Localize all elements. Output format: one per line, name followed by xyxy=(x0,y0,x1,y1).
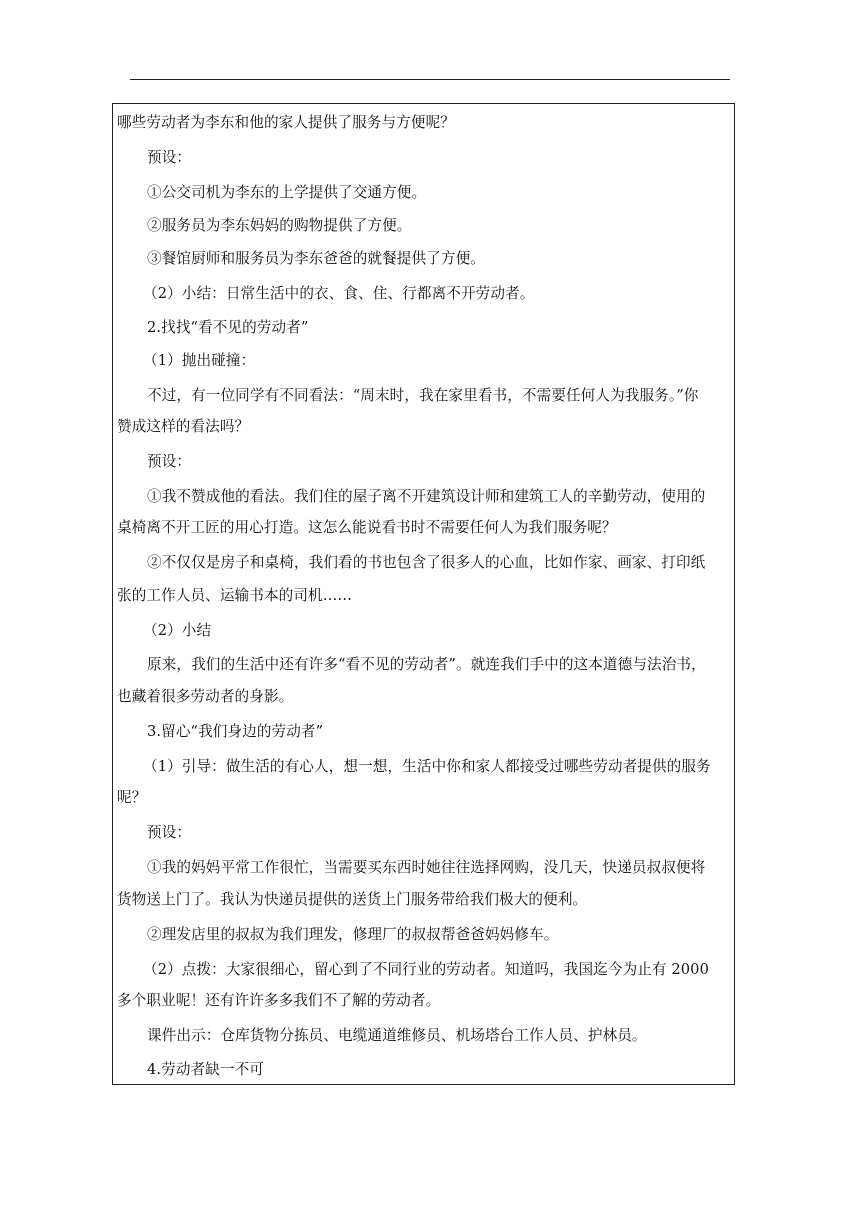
text-line: ①公交司机为李东的上学提供了交通方便。 xyxy=(147,184,427,201)
text-line: （1）抛出碰撞： xyxy=(143,352,256,369)
text-line: 4.劳动者缺一不可 xyxy=(147,1061,264,1078)
text-line: 哪些劳动者为李东和他的家人提供了服务与方便呢？ xyxy=(117,114,455,131)
text-line: 桌椅离不开工匠的用心打造。这怎么能说看书时不需要任何人为我们服务呢？ xyxy=(117,519,617,536)
text-line: 呢？ xyxy=(117,789,147,806)
text-line: ②不仅仅是房子和桌椅，我们看的书也包含了很多人的心血，比如作家、画家、打印纸 xyxy=(147,554,706,571)
text-line: （1）引导：做生活的有心人，想一想，生活中你和家人都接受过哪些劳动者提供的服务 xyxy=(143,758,711,775)
text-line: 张的工作人员、运输书本的司机…… xyxy=(117,587,353,604)
text-line: 不过，有一位同学有不同看法：“周末时，我在家里看书，不需要任何人为我服务。”你 xyxy=(147,387,699,404)
text-line: 也藏着很多劳动者的身影。 xyxy=(117,688,294,705)
text-line: 货物送上门了。我认为快递员提供的送货上门服务带给我们极大的便利。 xyxy=(117,891,588,908)
text-line: 预设： xyxy=(147,149,192,166)
text-line: ①我不赞成他的看法。我们住的屋子离不开建筑设计师和建筑工人的辛勤劳动，使用的 xyxy=(147,488,706,505)
text-line: ③餐馆厨师和服务员为李东爸爸的就餐提供了方便。 xyxy=(147,250,485,267)
text-line: （2）小结：日常生活中的衣、食、住、行都离不开劳动者。 xyxy=(143,285,535,302)
text-line: 原来，我们的生活中还有许多“看不见的劳动者”。就连我们手中的这本道德与法治书， xyxy=(147,656,706,673)
text-line: ②理发店里的叔叔为我们理发，修理厂的叔叔帮爸爸妈妈修车。 xyxy=(147,926,559,943)
text-line: （2）小结 xyxy=(143,622,212,639)
text-line: 课件出示：仓库货物分拣员、电缆通道维修员、机场塔台工作人员、护林员。 xyxy=(147,1027,647,1044)
text-line: （2）点拨：大家很细心，留心到了不同行业的劳动者。知道吗，我国迄今为止有 2000 xyxy=(143,961,709,978)
text-line: 预设： xyxy=(147,453,192,470)
text-line: 预设： xyxy=(147,824,192,841)
header-rule xyxy=(130,79,730,80)
text-line: ②服务员为李东妈妈的购物提供了方便。 xyxy=(147,217,412,234)
text-line: ①我的妈妈平常工作很忙，当需要买东西时她往往选择网购，没几天，快递员叔叔便将 xyxy=(147,859,706,876)
text-line: 3.留心“我们身边的劳动者” xyxy=(147,723,324,740)
text-line: 多个职业呢！还有许许多多我们不了解的劳动者。 xyxy=(117,992,441,1009)
text-line: 2.找找“看不见的劳动者” xyxy=(147,319,309,336)
text-line: 赞成这样的看法吗？ xyxy=(117,418,250,435)
